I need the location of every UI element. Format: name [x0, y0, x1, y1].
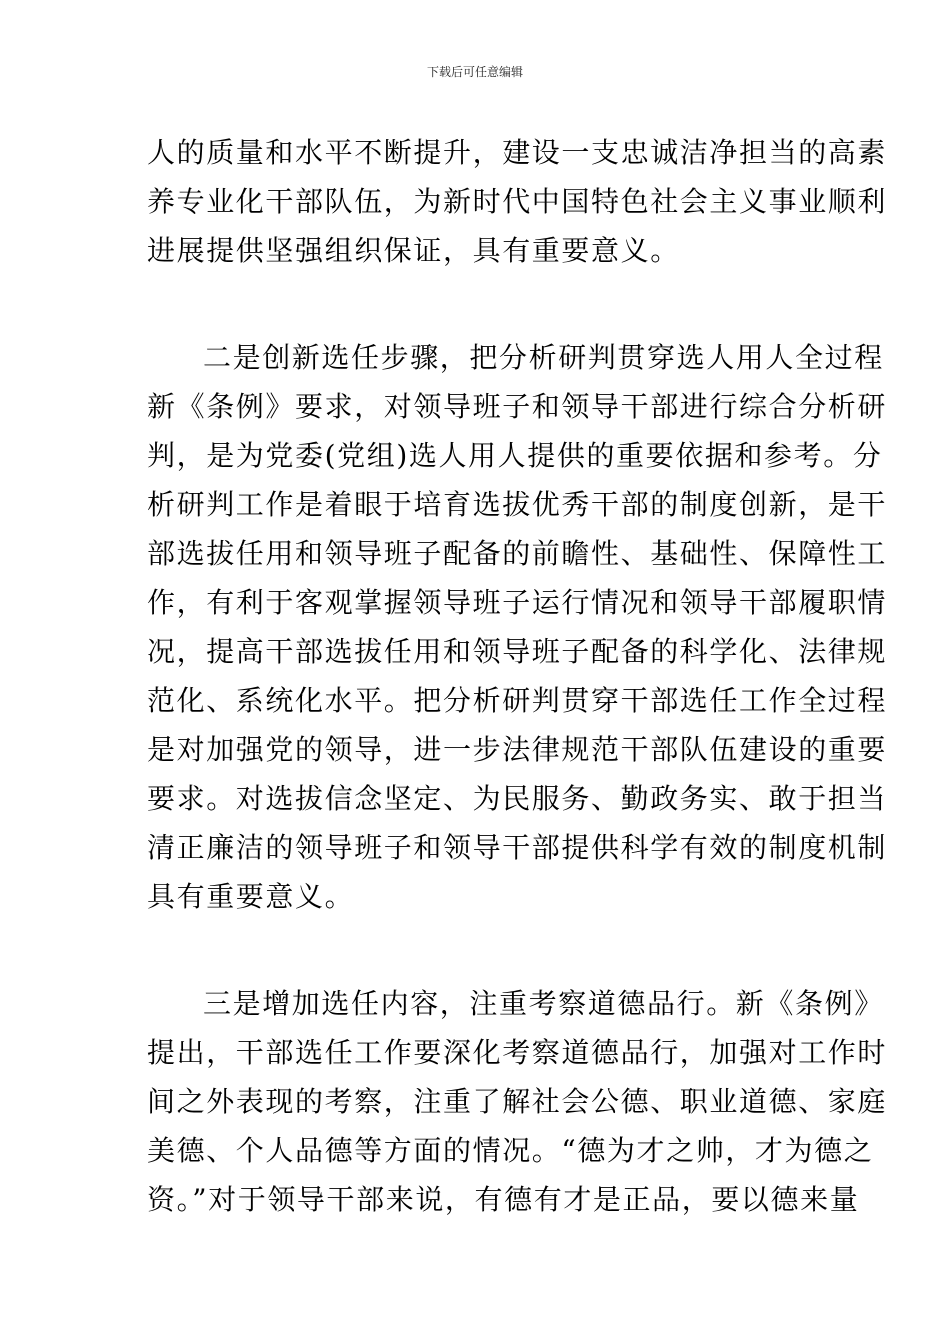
text-line: 作，有利于客观掌握领导班子运行情况和领导干部履职情 — [147, 586, 888, 619]
text-line: 要求。对选拔信念坚定、为民服务、勤政务实、敢于担当 — [147, 782, 888, 815]
text-line: 范化、系统化水平。把分析研判贯穿干部选任工作全过程 — [147, 684, 888, 717]
text-line: 提出，干部选任工作要深化考察道德品行，加强对工作时 — [147, 1036, 888, 1069]
text-line: 美德、个人品德等方面的情况。“德为才之帅，才为德之 — [147, 1134, 874, 1167]
text-line: 是对加强党的领导，进一步法律规范干部队伍建设的重要 — [147, 733, 888, 766]
text-line: 判，是为党委(党组)选人用人提供的重要依据和参考。分 — [147, 439, 883, 472]
text-line: 资。”对于领导干部来说，有德有才是正品，要以德来量 — [147, 1183, 860, 1216]
text-line: 况，提高干部选拔任用和领导班子配备的科学化、法律规 — [147, 635, 888, 668]
text-line: 具有重要意义。 — [147, 880, 355, 913]
paragraph-1 — [147, 128, 888, 275]
page-header: 下载后可任意编辑 — [426, 65, 523, 79]
text-line: 进展提供坚强组织保证，具有重要意义。 — [147, 234, 680, 267]
text-line: 清正廉洁的领导班子和领导干部提供科学有效的制度机制 — [147, 831, 888, 864]
paragraph-gap — [147, 275, 817, 333]
text-line: 三是增加选任内容，注重考察道德品行。新《条例》 — [203, 987, 884, 1020]
text-line: 养专业化干部队伍，为新时代中国特色社会主义事业顺利 — [147, 185, 888, 218]
paragraph-gap — [147, 921, 817, 979]
text-line: 二是创新选任步骤，把分析研判贯穿选人用人全过程 — [203, 341, 884, 374]
paragraph-3 — [147, 979, 888, 1224]
paragraph-2 — [147, 333, 888, 921]
text-line: 间之外表现的考察，注重了解社会公德、职业道德、家庭 — [147, 1085, 888, 1118]
text-line: 人的质量和水平不断提升，建设一支忠诚洁净担当的高素 — [147, 136, 888, 169]
text-line: 部选拔任用和领导班子配备的前瞻性、基础性、保障性工 — [147, 537, 888, 570]
document-body — [147, 128, 888, 1224]
text-line: 析研判工作是着眼于培育选拔优秀干部的制度创新，是干 — [147, 488, 888, 521]
text-line: 新《条例》要求，对领导班子和领导干部进行综合分析研 — [147, 390, 888, 423]
